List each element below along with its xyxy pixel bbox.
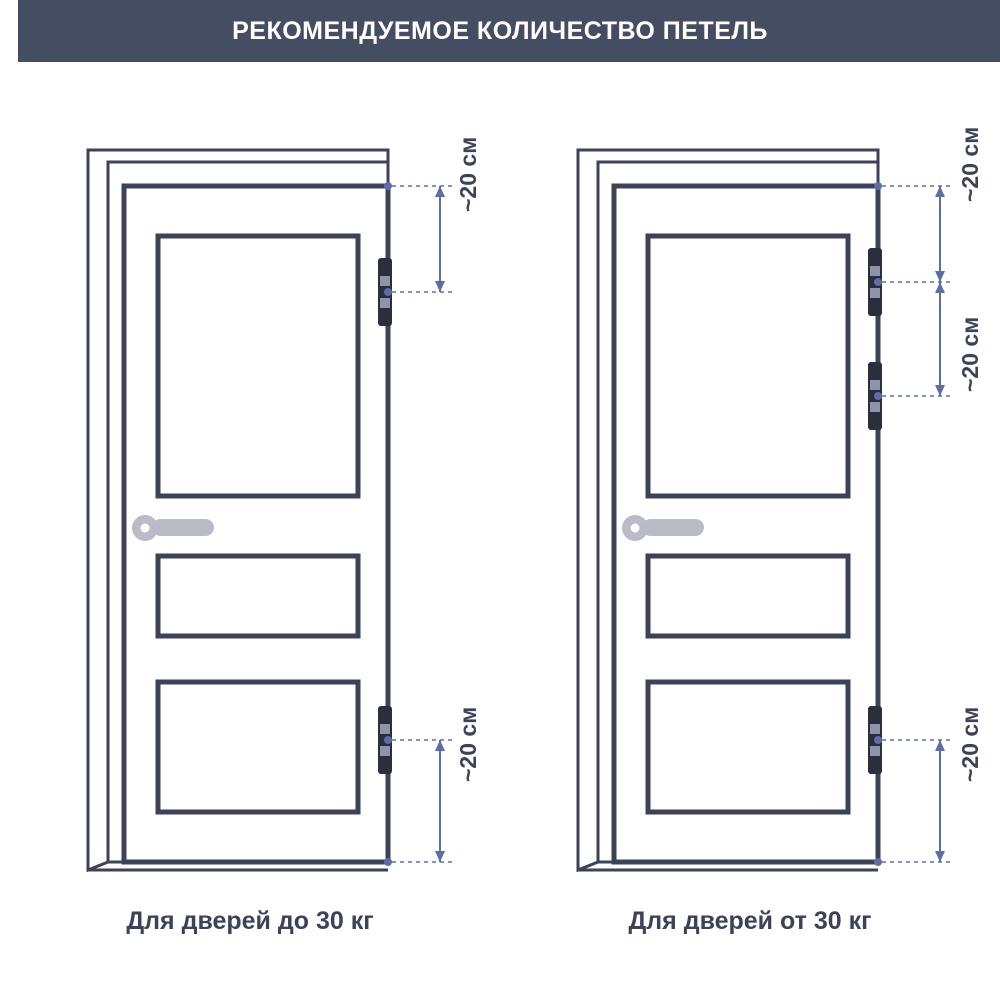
dimension-middle-gap [935, 282, 945, 396]
door-panel-top [648, 236, 848, 496]
dimension-top-gap [435, 186, 445, 292]
door-frame [578, 150, 878, 870]
door-panel-bottom [158, 682, 358, 812]
door-handle [622, 515, 704, 541]
dimension-bottom-gap [935, 740, 945, 862]
header-left-spacer [0, 0, 18, 62]
dimension-label-top-gap: ~20 см [455, 136, 481, 212]
caption-up-to-30kg: Для дверей до 30 кг [126, 907, 374, 935]
dimension-label-top-gap: ~20 см [957, 126, 983, 202]
door-handle [132, 515, 214, 541]
dimension-label-bottom-gap: ~20 см [455, 706, 481, 782]
dimension-bottom-gap [435, 740, 445, 862]
dimension-top-gap [935, 186, 945, 282]
door-illustration-2-hinges [0, 62, 500, 907]
header-bar [0, 0, 1000, 62]
door-diagram-up-to-30kg [0, 62, 500, 1000]
door-illustration-3-hinges [500, 62, 1000, 907]
door-frame [88, 150, 388, 870]
diagram-canvas [0, 62, 1000, 1000]
door-panel-bottom [648, 682, 848, 812]
dimension-label-middle-gap: ~20 см [957, 316, 983, 392]
door-panel-top [158, 236, 358, 496]
dimension-label-bottom-gap: ~20 см [957, 706, 983, 782]
door-panel-middle [648, 556, 848, 636]
caption-from-30kg: Для дверей от 30 кг [628, 907, 872, 935]
page-title: РЕКОМЕНДУЕМОЕ КОЛИЧЕСТВО ПЕТЕЛЬ [232, 16, 768, 45]
door-diagram-from-30kg [500, 62, 1000, 1000]
door-panel-middle [158, 556, 358, 636]
